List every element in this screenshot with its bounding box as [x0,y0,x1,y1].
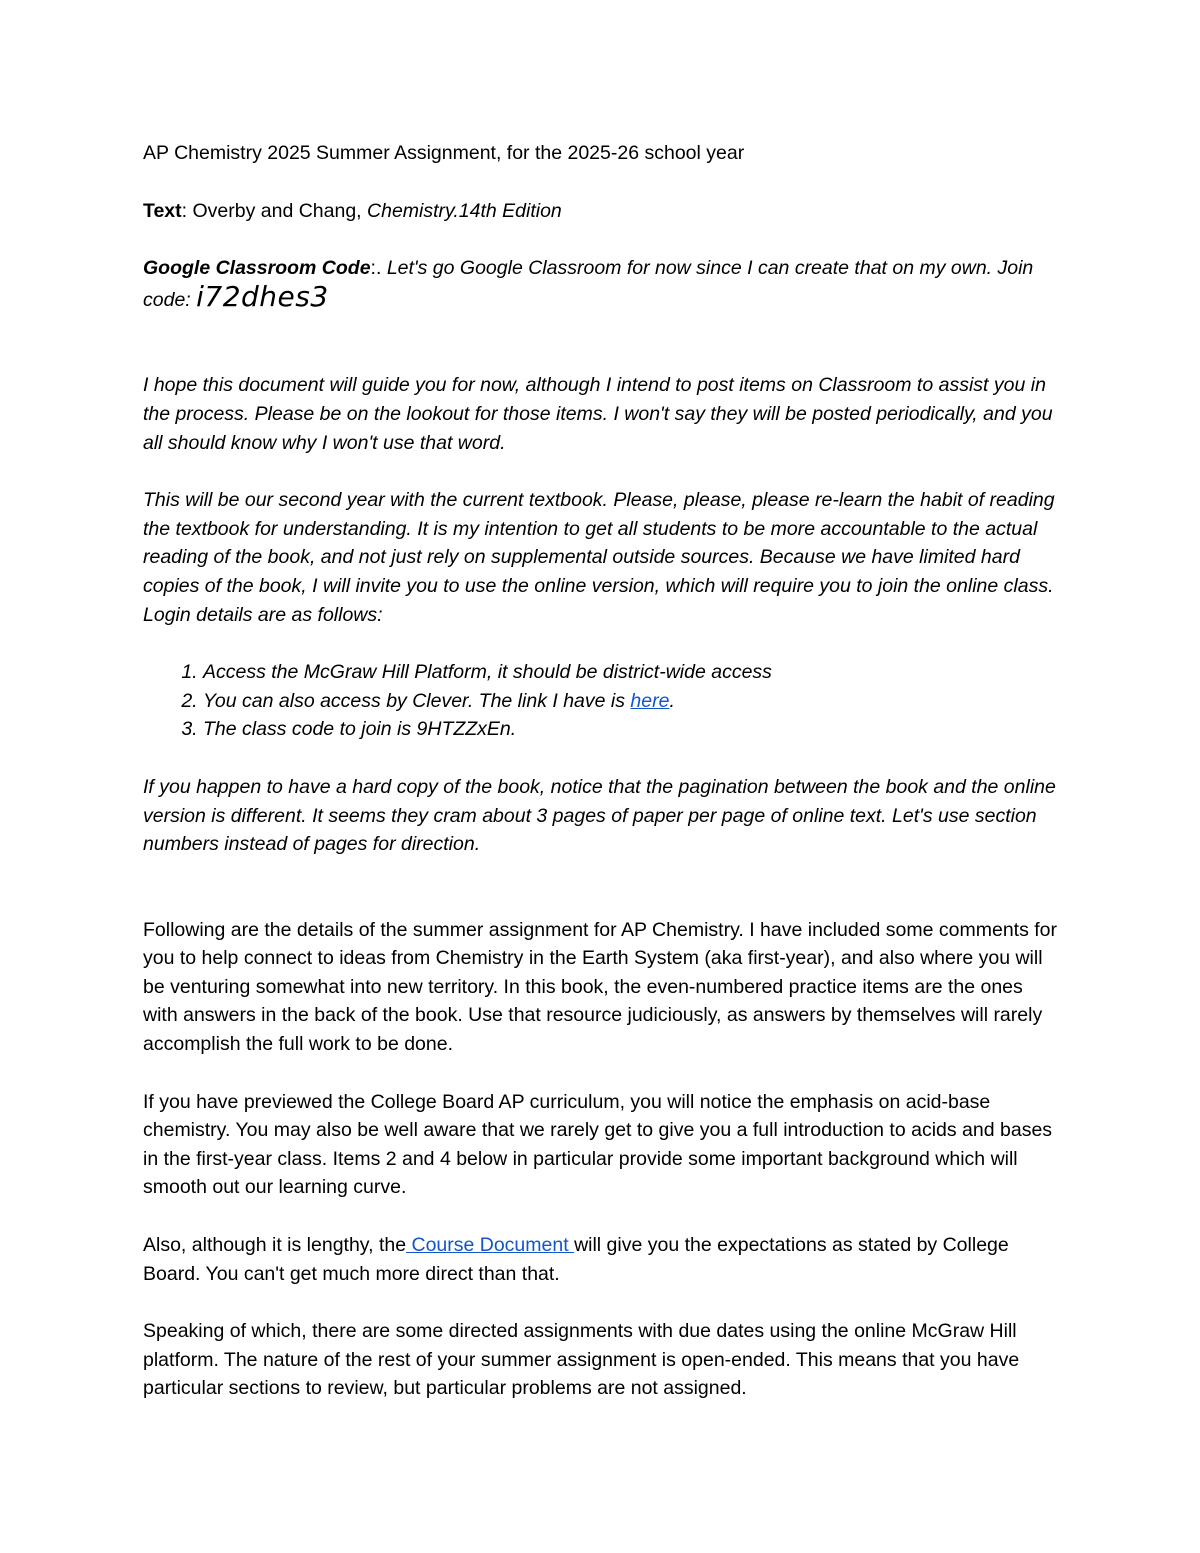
login-step-1: 1. Access the McGraw Hill Platform, it should be district-wide access [203,658,1058,687]
text-book-title: Chemistry.14th Edition [367,199,562,222]
text-authors: Overby and Chang, [192,199,368,222]
login-step-2-text: You can also access by Clever. The link I have is [203,689,631,712]
curriculum-paragraph: If you have previewed the College Board AP curriculum, you will notice the emphasis on acid-base chemistry. You may also be well aware that we rarely get to give you a full introduction to acids and bases in the first-year class. Items 2 and 4 below in particular provide some important background which will smooth out our learning curve. [143,1090,1053,1199]
clever-link[interactable]: here [630,689,670,712]
login-step-2 [203,687,1058,716]
classroom-line [143,254,1058,314]
details-paragraph: Following are the details of the summer assignment for AP Chemistry. I have included some comments for you to help connect to ideas from Chemistry in the Earth System (aka first-year), and also where you will be venturing somewhat into new territory. In this book, the even-numbered practice items are the ones with answers in the back of the book. Use that resource judiciously, as answers by themselves will rarely accomplish the full work to be done. [143,918,1058,1056]
classroom-after-label: :. [370,257,387,280]
course-doc-before: Also, although it is lengthy, the [143,1234,407,1257]
pagination-paragraph: If you happen to have a hard copy of the book, notice that the pagination between the book and the online version is different. It seems they cram about 3 pages of paper per page of online text. Let's use section numbers instead of pages for direction. [143,775,1056,856]
course-doc-after: will give you the expectations as stated by College Board. You can't get much more direct than that. [143,1234,1009,1285]
join-code: i72dhes3 [196,279,329,313]
document-title: AP Chemistry 2025 Summer Assignment, for the 2025-26 school year [143,142,745,164]
text-line [143,197,1058,226]
text-label: Text [143,199,182,222]
intro-paragraph: I hope this document will guide you for now, although I intend to post items on Classroom to assist you in the process. Please be on the lookout for those items. I won't say they will be posted periodically, and you all should know why I won't use that word. [143,374,1053,454]
classroom-text: Let's go Google Classroom for now since I can create that on my own. Join code: [143,257,1034,311]
course-document-link[interactable]: Course Document [406,1234,575,1257]
text-sep: : [181,199,193,222]
classroom-label: Google Classroom Code [143,257,371,280]
login-steps-list [143,658,1058,744]
directed-assignments-paragraph: Speaking of which, there are some directed assignments with due dates using the online McGraw Hill platform. The nature of the rest of your summer assignment is open-ended. This means that you have particular sections to review, but particular problems are not assigned. [143,1320,1020,1400]
login-step-2-period: . [669,689,675,712]
login-step-3: 3. The class code to join is 9HTZZxEn. [203,715,1058,744]
course-document-paragraph [143,1231,1058,1288]
document-body [143,139,1058,1403]
textbook-paragraph: This will be our second year with the current textbook. Please, please, please re-learn the habit of reading the textbook for understanding. It is my intention to get all students to be more accountable to the actual reading of the book, and not just rely on supplemental outside sources. Because we have limited hard copies of the book, I will invite you to use the online version, which will require you to join the online class. Login details are as follows: [143,489,1055,626]
